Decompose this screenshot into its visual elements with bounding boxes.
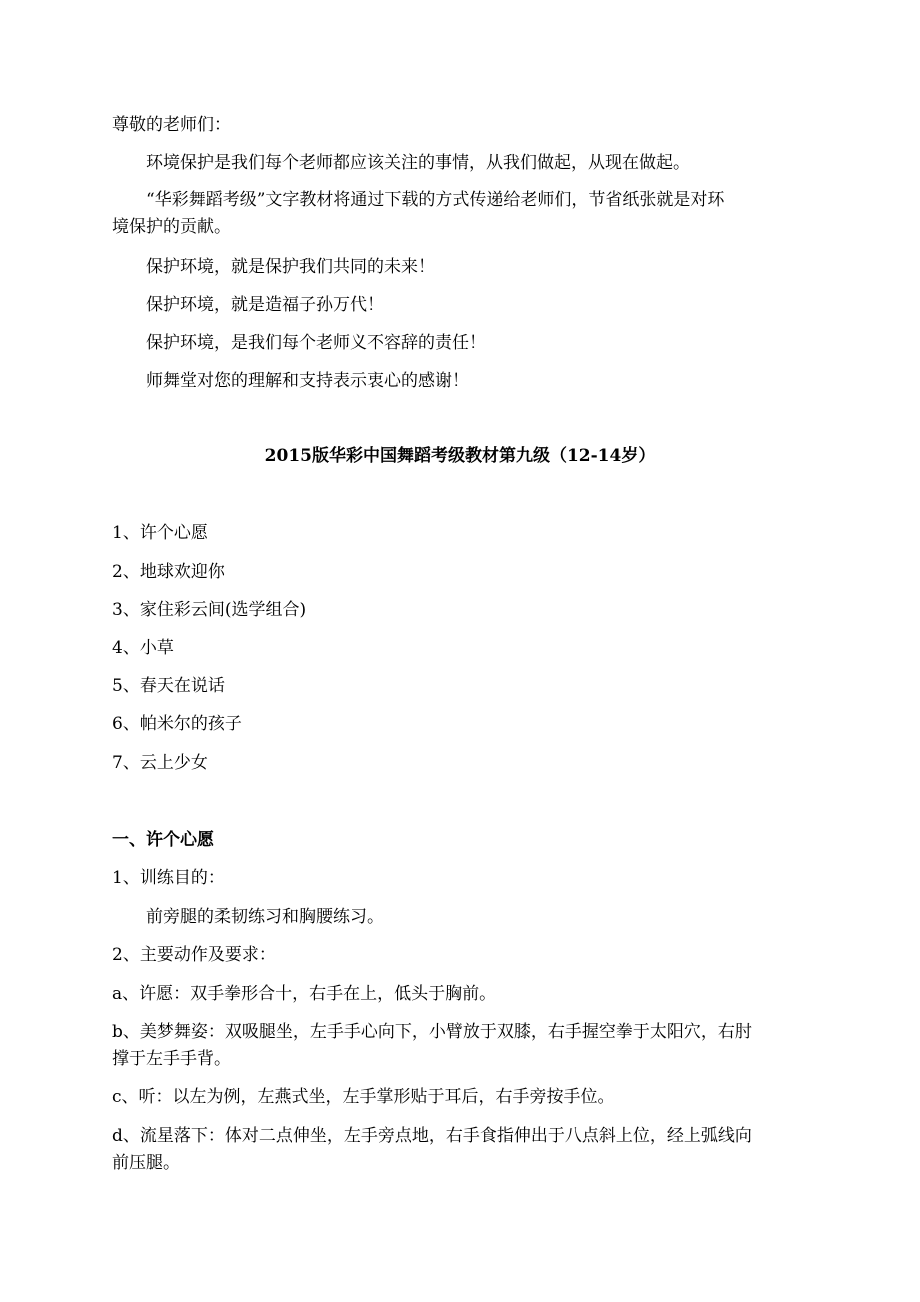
section-heading: 一、许个心愿 [112,830,214,850]
toc-item: 4、小草 [112,638,174,658]
move-b-line-1: b、美梦舞姿：双吸腿坐，左手手心向下，小臂放于双膝，右手握空拳于太阳穴，右肘 [112,1022,752,1042]
salutation: 尊敬的老师们： [112,115,231,135]
toc-item: 5、春天在说话 [112,676,225,696]
moves-label: 2、主要动作及要求： [112,945,276,965]
notice-paragraph-2-line-2: 境保护的贡献。 [112,217,231,237]
move-b-line-2: 撑于左手手背。 [112,1049,231,1069]
notice-paragraph-2-line-1: “华彩舞蹈考级”文字教材将通过下载的方式传递给老师们，节省纸张就是对环 [146,190,725,210]
toc-item: 3、家住彩云间(选学组合) [112,600,307,620]
goal-label: 1、训练目的： [112,868,225,888]
slogan-2: 保护环境，就是造福子孙万代！ [146,295,384,315]
move-d-line-1: d、流星落下：体对二点伸坐，左手旁点地，右手食指伸出于八点斜上位，经上弧线向 [112,1126,752,1146]
slogan-1: 保护环境，就是保护我们共同的未来！ [146,257,435,277]
toc-item: 7、云上少女 [112,753,208,773]
notice-paragraph-1: 环境保护是我们每个老师都应该关注的事情，从我们做起，从现在做起。 [146,153,690,173]
toc-item: 2、地球欢迎你 [112,562,225,582]
move-a: a、许愿：双手拳形合十，右手在上，低头于胸前。 [112,984,497,1004]
move-d-line-2: 前压腿。 [112,1153,180,1173]
thanks-text: 师舞堂对您的理解和支持表示衷心的感谢！ [146,371,469,391]
goal-text: 前旁腿的柔韧练习和胸腰练习。 [146,907,384,927]
move-c: c、听：以左为例，左燕式坐，左手掌形贴于耳后，右手旁按手位。 [112,1087,615,1107]
document-title: 2015版华彩中国舞蹈考级教材第九级（12-14岁） [264,446,656,466]
slogan-3: 保护环境，是我们每个老师义不容辞的责任！ [146,333,486,353]
toc-item: 1、许个心愿 [112,523,208,543]
toc-item: 6、帕米尔的孩子 [112,714,242,734]
